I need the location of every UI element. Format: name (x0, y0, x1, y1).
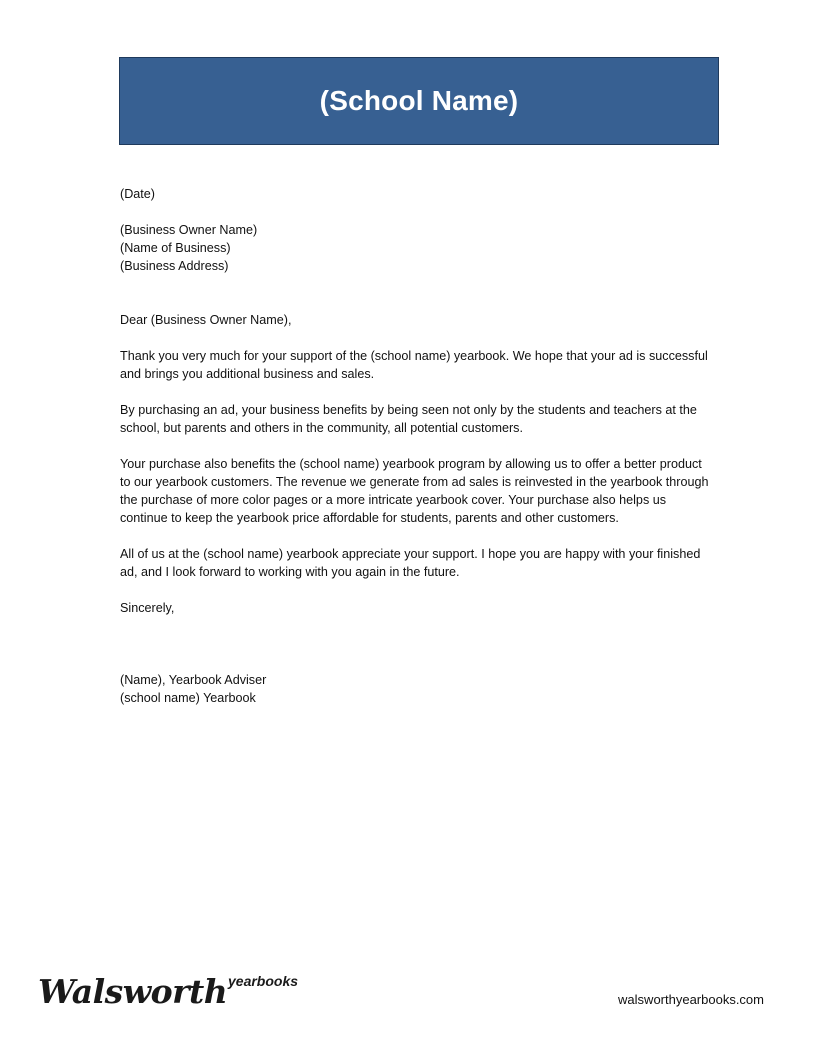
signature-name: (Name), Yearbook Adviser (120, 673, 267, 687)
signature-organization: (school name) Yearbook (120, 691, 256, 705)
paragraph-program: Your purchase also benefits the (school name) yearbook program by allowing us to offer a better product to our yearbook customers. The revenue we generate from ad sales is reinvested in the yearbook through the purchase of more color pages or a more intricate yearbook cover. Your purchase also helps us continue to keep the yearbook price affordable for students, parents and other customers. (120, 457, 709, 525)
paragraph-benefits: By purchasing an ad, your business benefits by being seen not only by the students and teachers at the school, but parents and others in the community, all potential customers. (120, 403, 697, 435)
website-url: walsworthyearbooks.com (618, 992, 764, 1007)
paragraph-thank-you: Thank you very much for your support of the (school name) yearbook. We hope that your ad is successful and brings you additional business and sales. (120, 349, 708, 381)
letter-date: (Date) (120, 187, 155, 201)
letter-body (120, 185, 710, 707)
recipient-business-address: (Business Address) (120, 259, 229, 273)
paragraph-appreciation: All of us at the (school name) yearbook appreciate your support. I hope you are happy with your finished ad, and I look forward to working with you again in the future. (120, 547, 701, 579)
salutation: Dear (Business Owner Name), (120, 313, 292, 327)
recipient-business-name: (Name of Business) (120, 241, 231, 255)
recipient-owner-name: (Business Owner Name) (120, 223, 258, 237)
walsworth-logo (38, 968, 318, 1014)
closing: Sincerely, (120, 601, 175, 615)
school-name-title: (School Name) (319, 85, 519, 116)
header-banner (119, 57, 719, 145)
logo-tagline: yearbooks (228, 973, 299, 989)
logo-wordmark: Walsworth (38, 972, 228, 1011)
